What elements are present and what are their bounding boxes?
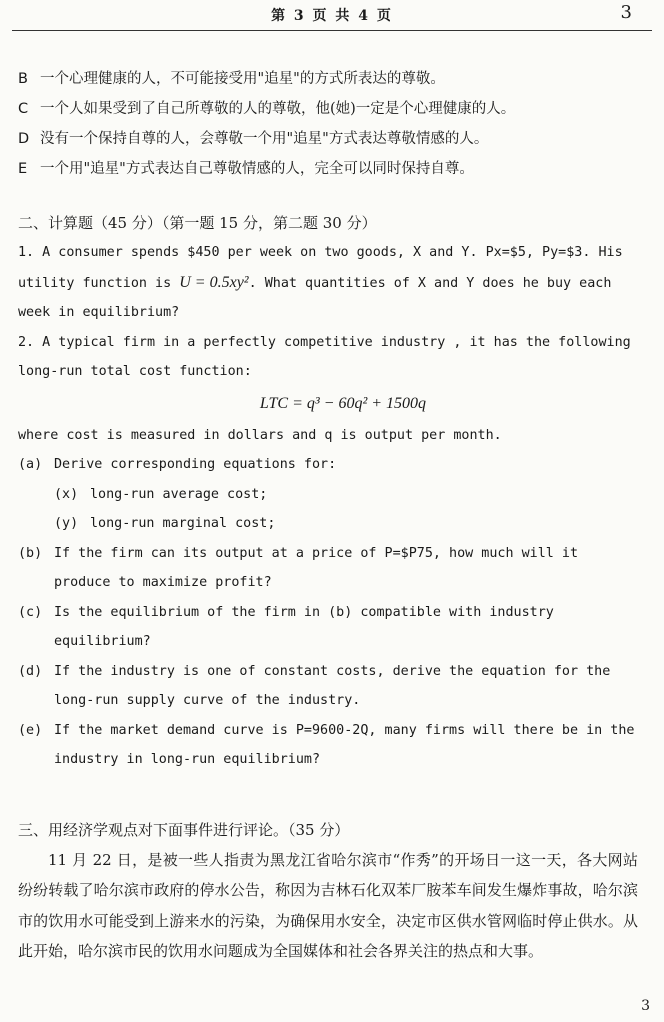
part-c	[18, 598, 638, 657]
part-d	[18, 657, 638, 716]
part-text: long-run marginal cost;	[90, 516, 276, 531]
q1-formula: U = 0.5xy²	[179, 273, 249, 291]
section3-heading: 三、用经济学观点对下面事件进行评论。（35 分）	[18, 820, 350, 839]
choice-options	[18, 64, 638, 184]
footer-page-number: 3	[641, 998, 650, 1014]
part-label: (a)	[18, 457, 43, 472]
part-e	[18, 716, 638, 775]
option-d	[18, 124, 638, 154]
part-label: (d)	[18, 663, 43, 679]
option-c	[18, 94, 638, 124]
question-1	[18, 238, 638, 328]
question-2-intro: 2. A typical firm in a perfectly competitive industry , it has the following long-run total cost function:	[18, 334, 631, 379]
option-letter: B	[18, 71, 28, 87]
part-text: long-run average cost;	[90, 486, 268, 502]
option-letter: E	[18, 161, 28, 177]
option-e	[18, 154, 638, 184]
part-y	[18, 509, 638, 539]
option-text: 一个用"追星"方式表达自己尊敬情感的人，完全可以同时保持自尊。	[40, 161, 474, 177]
q1-text-before: 1. A consumer spends $450 per week on two goods, X and Y. Px=$5, Py=$3. His utility function is	[18, 245, 623, 291]
q1-text-after: . What quantities of X and Y does he buy each week in equilibrium?	[18, 275, 612, 320]
part-label: (b)	[18, 545, 43, 561]
page-header-title: 第 3 页 共 4 页	[271, 8, 393, 24]
part-b	[18, 539, 638, 598]
part-label: (y)	[54, 516, 79, 531]
page-header	[0, 0, 664, 32]
part-a	[18, 450, 638, 480]
part-text: Derive corresponding equations for:	[54, 457, 337, 472]
exam-content	[18, 64, 638, 967]
section2-heading: 二、计算题（45 分）（第一题 15 分，第二题 30 分）	[18, 214, 377, 232]
part-text: If the industry is one of constant costs, derive the equation for the long-run supply curve of the industry.	[54, 663, 611, 708]
q2-after-formula: where cost is measured in dollars and q is output per month.	[18, 427, 502, 443]
section3-paragraph: 11 月 22 日，是被一些人指责为黑龙江省哈尔滨市“作秀”的开场日一这一天，各大网站纷纷转载了哈尔滨市政府的停水公告，称因为吉林石化双苯厂胺苯车间发生爆炸事故，哈尔滨市的饮用水可能受到上游来水的污染，为确保用水安全，决定市区供水管网临时停止供水。从此开始，哈尔滨市民的饮用水问题成为全国媒体和社会各界关注的热点和大事。	[18, 850, 638, 960]
part-x	[18, 480, 638, 510]
option-text: 没有一个保持自尊的人，会尊敬一个用"追星"方式表达尊敬情感的人。	[40, 131, 489, 147]
option-letter: C	[18, 101, 29, 117]
q2-cost-formula: LTC = q³ − 60q² + 1500q	[259, 394, 427, 412]
part-text: If the market demand curve is P=9600-2Q, many firms will there be in the industry in long-run equilibrium?	[54, 722, 635, 767]
option-b	[18, 64, 638, 94]
option-letter: D	[18, 131, 30, 147]
header-corner-number: 3	[620, 2, 632, 23]
option-text: 一个心理健康的人，不可能接受用"追星"的方式所表达的尊敬。	[40, 71, 445, 87]
part-text: If the firm can its output at a price of P=$P75, how much will it produce to maximize profit?	[54, 545, 579, 590]
part-text: Is the equilibrium of the firm in (b) compatible with industry equilibrium?	[54, 604, 554, 649]
header-divider	[12, 30, 652, 31]
option-text: 一个人如果受到了自己所尊敬的人的尊敬，他(她)一定是个心理健康的人。	[40, 101, 516, 117]
part-label: (x)	[54, 486, 79, 502]
part-label: (c)	[18, 604, 43, 620]
part-label: (e)	[18, 722, 43, 738]
